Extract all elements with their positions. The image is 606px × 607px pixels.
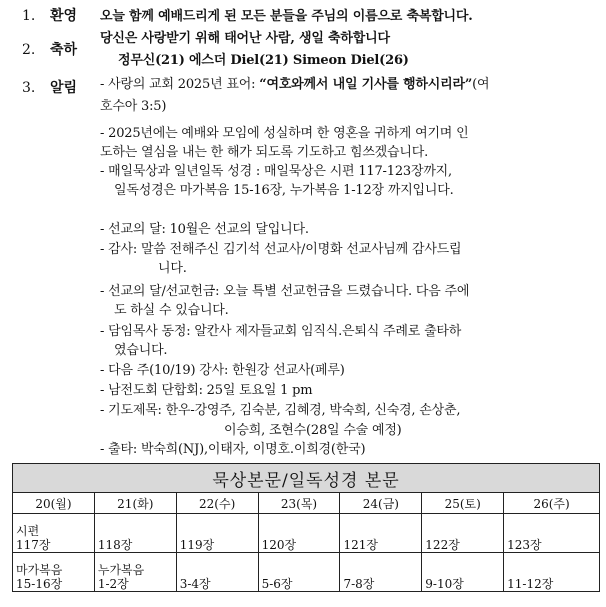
day-header-row — [13, 493, 600, 514]
table-title: 묵상본문/일독성경 본문 — [13, 464, 600, 493]
birthday-message: 당신은 사랑받기 위해 태어난 사람, 생일 축하합니다 — [100, 31, 390, 46]
motto-ref-end: 호수아 3:5) — [100, 99, 167, 114]
goal-line-1: - 2025년에는 예배와 모임에 성실하며 한 영혼을 귀하게 여기며 인 — [100, 126, 469, 141]
bible-reading-cell: 7-8장 — [340, 553, 422, 592]
day-header: 24(금) — [340, 493, 422, 514]
offering-line-2: 도 하실 수 있습니다. — [114, 303, 229, 318]
motto-quote: “여호와께서 내일 기사를 행하시리라” — [259, 77, 473, 92]
pastor-line-1: - 담임목사 동정: 알칸사 제자들교회 임직식.은퇴식 주례로 출타하 — [100, 324, 462, 339]
travel-notice: - 출타: 박숙희(NJ),이태자, 이명호.이희경(한국) — [100, 442, 366, 457]
bible-reading-cell: 누가복음 1-2장 — [94, 553, 176, 592]
prayer-line-1: - 기도제목: 한우-강영주, 김숙분, 김혜경, 박숙희, 신숙경, 손상춘, — [100, 403, 461, 418]
reading-line-1: - 매일묵상과 일년일독 성경 : 매일묵상은 시편 117-123장까지, — [100, 164, 452, 179]
reading-schedule-table — [12, 463, 600, 592]
section-title: 축하 — [50, 42, 78, 58]
bible-reading-cell: 마가복음 15-16장 — [13, 553, 95, 592]
meditation-cell: 시편 117장 — [13, 514, 95, 553]
day-header: 25(토) — [422, 493, 504, 514]
meditation-cell: 123장 — [504, 514, 600, 553]
meditation-cell: 121장 — [340, 514, 422, 553]
motto-line — [100, 77, 489, 92]
mens-meeting: - 남전도회 단합회: 25일 토요일 1 pm — [100, 383, 313, 398]
day-header: 23(목) — [258, 493, 340, 514]
section-number: 3. — [22, 80, 36, 96]
mission-month: - 선교의 달: 10월은 선교의 달입니다. — [100, 222, 309, 237]
bible-reading-cell: 11-12장 — [504, 553, 600, 592]
day-header: 22(수) — [176, 493, 258, 514]
meditation-cell: 119장 — [176, 514, 258, 553]
section-number: 2. — [22, 42, 36, 58]
table-row — [13, 514, 600, 553]
section-title: 알림 — [50, 80, 78, 96]
section-title: 환영 — [50, 8, 78, 24]
table-row — [13, 553, 600, 592]
motto-label: - 사랑의 교회 2025년 표어: — [100, 77, 260, 92]
next-speaker: - 다음 주(10/19) 강사: 한원강 선교사(페루) — [100, 363, 345, 378]
day-header: 20(월) — [13, 493, 95, 514]
day-header: 26(주) — [504, 493, 600, 514]
section-number: 1. — [22, 8, 36, 24]
meditation-cell: 120장 — [258, 514, 340, 553]
pastor-line-2: 였습니다. — [114, 343, 168, 358]
goal-line-2: 도하는 열심을 내는 한 해가 되도록 기도하고 힘쓰겠습니다. — [100, 145, 429, 160]
reading-line-2: 일독성경은 마가복음 15-16장, 누가복음 1-12장 까지입니다. — [114, 183, 454, 198]
bible-reading-cell: 3-4장 — [176, 553, 258, 592]
thanks-line-2: 니다. — [158, 261, 187, 276]
meditation-cell: 118장 — [94, 514, 176, 553]
table-title-row — [13, 464, 600, 493]
thanks-line-1: - 감사: 말씀 전해주신 김기석 선교사/이명화 선교사님께 감사드립 — [100, 242, 462, 257]
offering-line-1: - 선교의 달/선교헌금: 오늘 특별 선교헌금을 드렸습니다. 다음 주에 — [100, 284, 470, 299]
day-header: 21(화) — [94, 493, 176, 514]
meditation-cell: 122장 — [422, 514, 504, 553]
prayer-line-2: 이승희, 조현수(28일 수술 예정) — [224, 423, 402, 438]
welcome-text: 오늘 함께 예배드리게 된 모든 분들을 주님의 이름으로 축복합니다. — [100, 9, 473, 24]
bible-reading-cell: 5-6장 — [258, 553, 340, 592]
bible-reading-cell: 9-10장 — [422, 553, 504, 592]
birthday-names: 정무신(21) 에스더 Diel(21) Simeon Diel(26) — [118, 53, 409, 68]
motto-ref-start: (여 — [472, 77, 490, 92]
